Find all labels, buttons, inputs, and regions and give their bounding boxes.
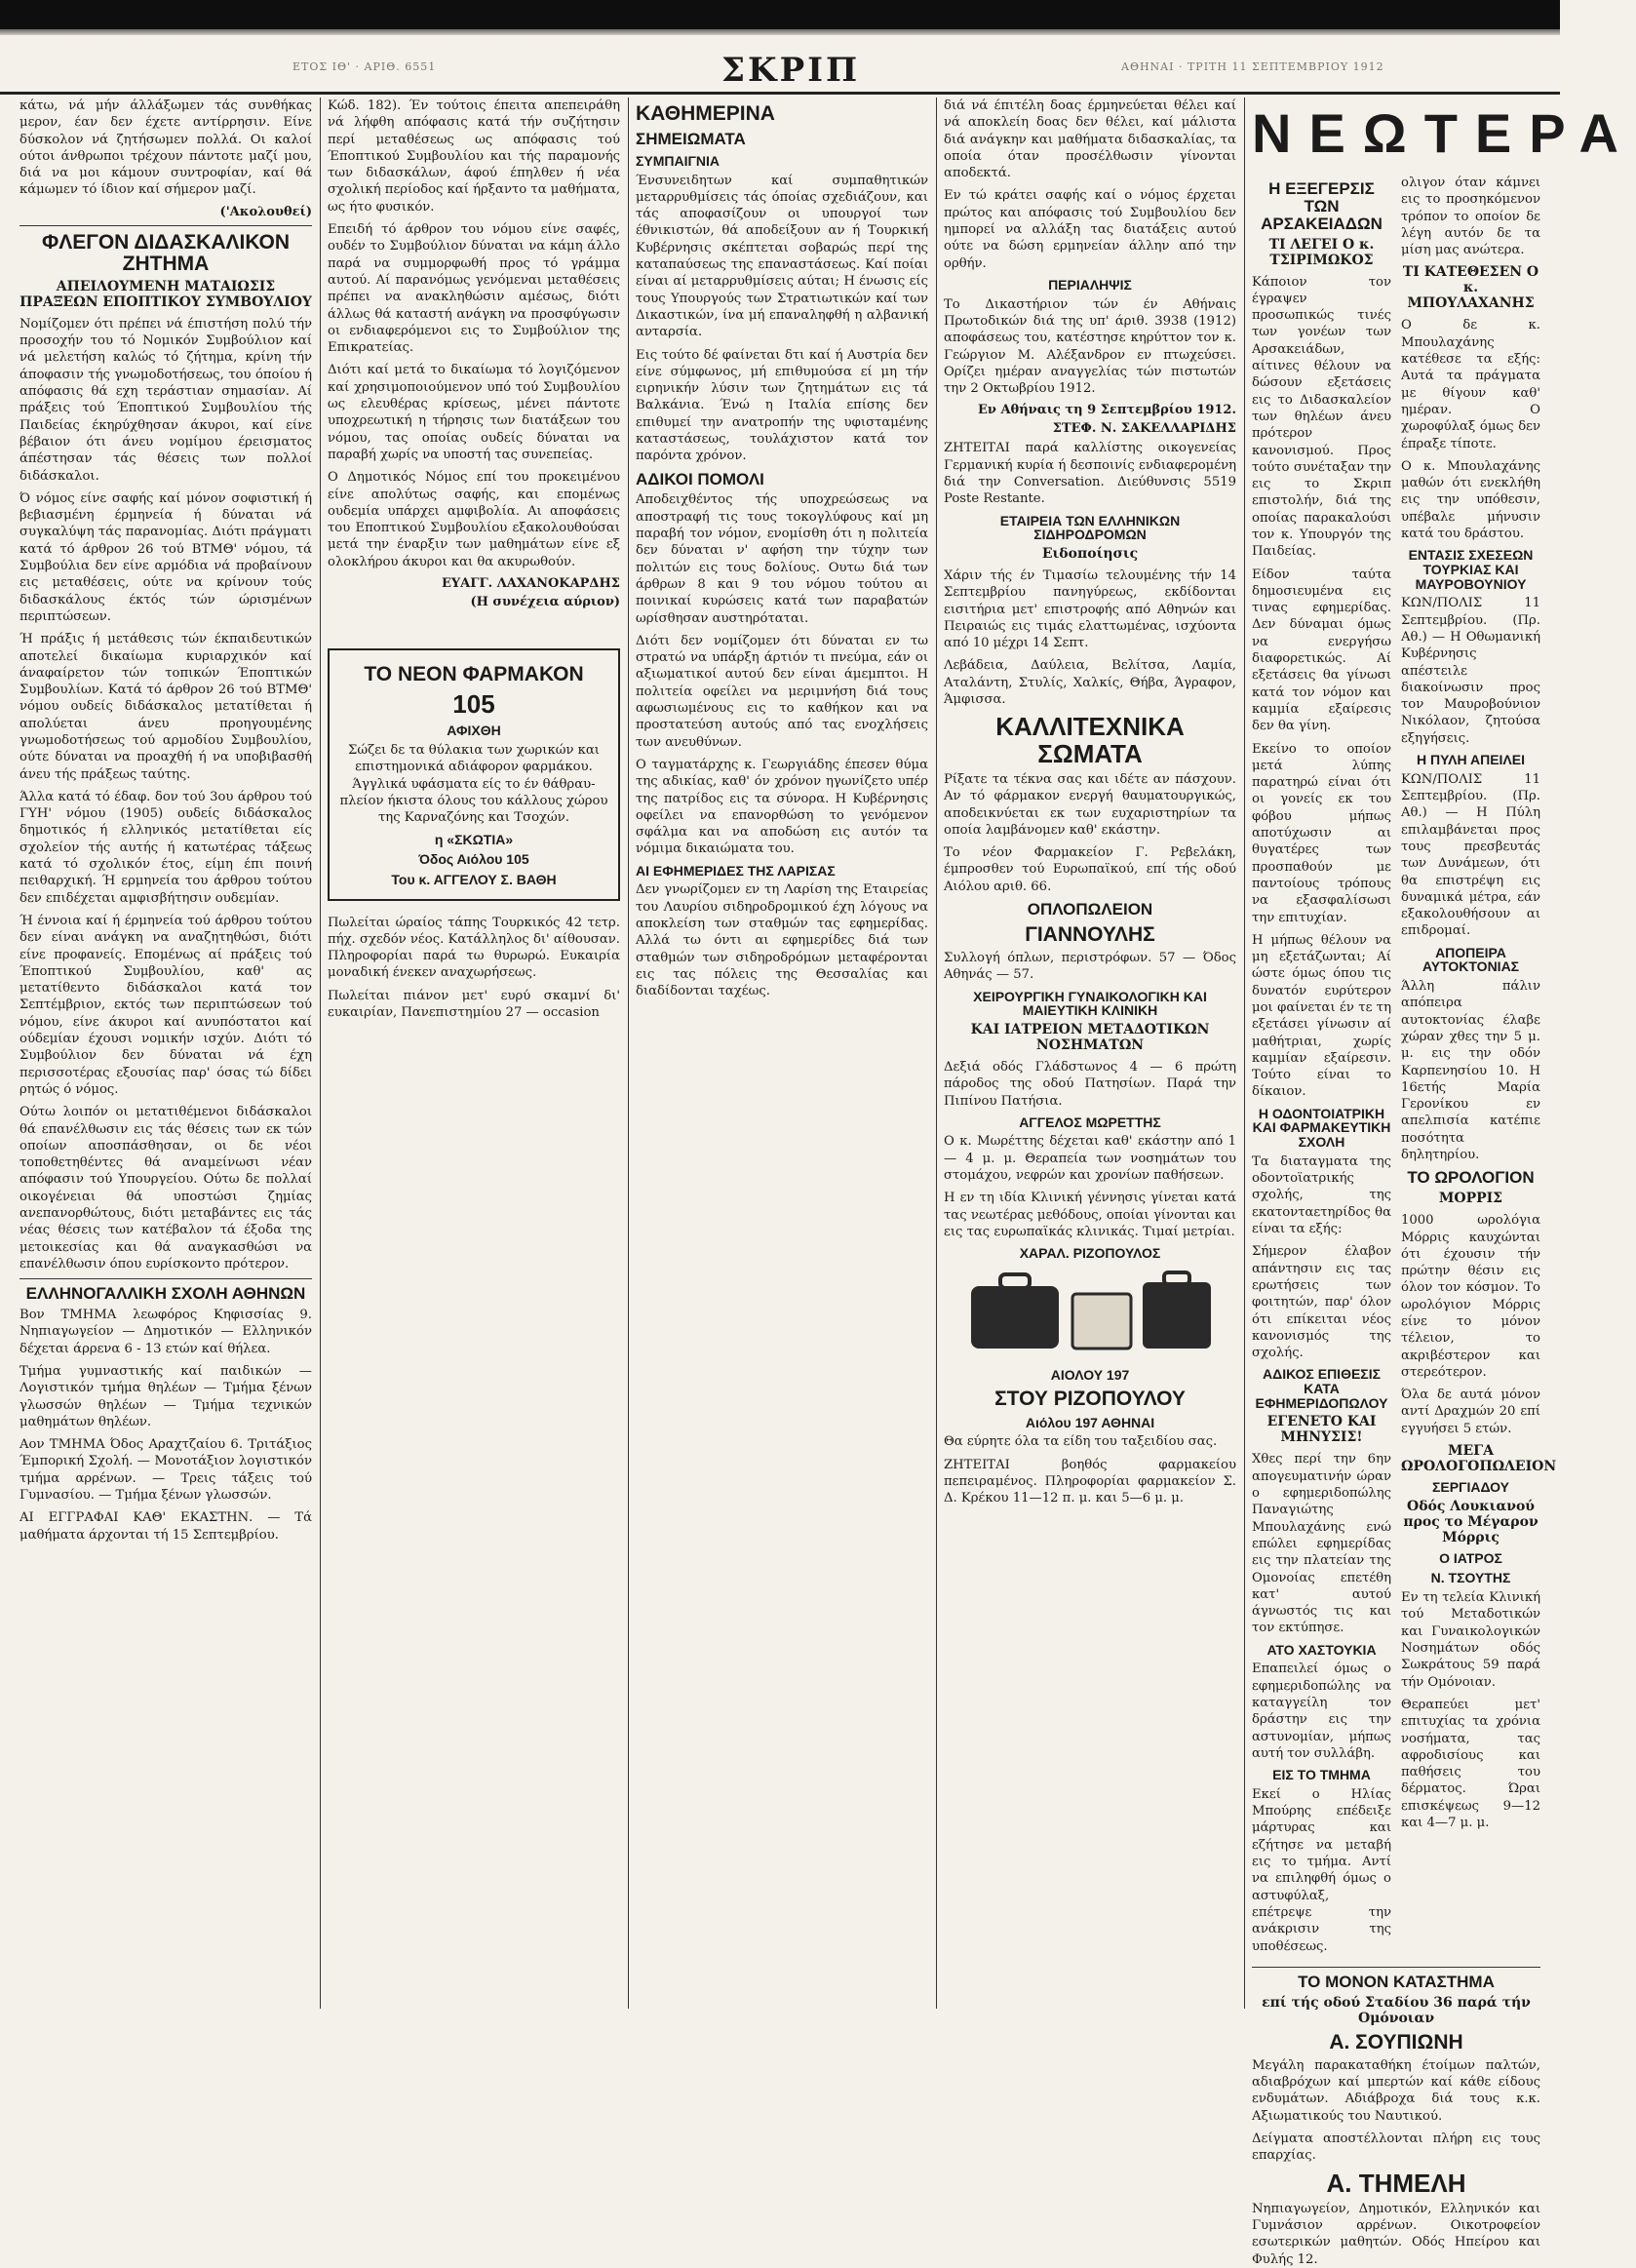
article-headline: ΑΤΟ ΧΑΣΤΟΥΚΙΑ <box>1266 1641 1377 1658</box>
trunk-shop-ad <box>944 1246 1236 1450</box>
column-5 <box>1252 98 1636 2267</box>
watch-shop-address: Οδός Λουκιανού προς το Μέγαρον Μόρρις <box>1403 1498 1539 1545</box>
school-ad-text: Βον ΤΜΗΜΑ λεωφόρος Κηφισσίας 9. Νηπιαγωγείον — Δημοτικόν — Ελληνικόν δέχεται άρρενα 6 - 13 ετών καί θήλεα. <box>19 1308 312 1356</box>
news-subcolumn-right <box>1401 175 1557 1961</box>
classified-ad: Πωλείται ώραίος τάπης Τουρκικός 42 τετρ. πήχ. σχεδόν νέος. Κατάλληλος δι' αίθουσαν. Πληροφορίαι παρά τω θυρωρώ. Ευκαιρία μοναδική ένεκεν αναχωρήσεως. <box>328 915 620 981</box>
column-rule <box>320 98 321 2009</box>
article-paragraph: Νομίζομεν ότι πρέπει νά έπιστήση πολύ τήν προσοχήν του τό Νομικόν Συμβούλιον καί νά μελετήση καλώς τό ζήτημα, κρίνη τήν άποφασιν τής γνωμοδοτήσεως, του όποίου ή απόφασις θά εχη τεράστιαν σημασίαν. Αί πράξεις τού Έποπτικού Συμβουλίου τής Παιδείας έκηρύχθησαν άκυροι, καί είνε βέβαιον ότι άνευ νομίμου έρεισματος άπέστησαν τάς θέσεις των πολλοί διδάσκαλοι. <box>19 316 312 484</box>
article-headline: ΣΥΜΠΑΙΓΝΙΑ <box>636 152 721 169</box>
clinic-text: Δεξιά οδός Γλάδστωνος 4 — 6 πρώτη πάροδος της οδού Πατησίων. Παρά την Πιπίνου Πατήσια. <box>944 1059 1236 1109</box>
article-paragraph: Επειδή τό άρθρον του νόμου είνε σαφές, ουδέν το Συμβούλιον δύναται να κάμη άλλο παρά να συμμορφωθή προς τό γράμμα αυτού. Αί παρανόμως γενόμεναι μεταθέσεις πρέπει να ανακληθώσιν αμέσως, διότι άλλως θά καταστή ανάγκη να προσφύγωσιν οι ενδιαφερόμενοι εις το Συμβούλιον της Επικρατείας. <box>328 222 620 356</box>
article-paragraph: Ούτω λοιπόν οι μετατιθέμενοι διδάσκαλοι θά επανέλθωσιν εις τάς θέσεις των εκ τών οποίων αποσπάσθησαν, οι δε νέοι τοποθετηθέντες θά αναμείνωσι νέαν απόφασιν τού Υπουργείου. Ούτω δε πολλαί οικογένειαι θά υποστώσι ζημίας ανεπανορθώτους, διότι μεταβάντες εις τάς νέας θέσεις των κατέβαλον τά έξοδα της μετοικεσίας και θά αναγκασθώσι να επανέλθωσιν όπου ευρίσκοντο πρότερον. <box>19 1105 312 1271</box>
section-subtitle: ΣΗΜΕΙΩΜΑΤΑ <box>636 130 746 149</box>
notice-signature: ΣΤΕΦ. Ν. ΣΑΚΕΛΛΑΡΙΔΗΣ <box>1052 421 1236 437</box>
store-ad-text: Δείγματα αποστέλλονται πλήρη εις τους επαρχίας. <box>1252 2131 1540 2164</box>
article-subheadline: ΤΙ ΚΑΤΕΘΕΣΕΝ Ο κ. ΜΠΟΥΛΑΧΑΝΗΣ <box>1402 264 1539 312</box>
ad-text: Ρίξατε τα τέκνα σας και ιδέτε αν πάσχουν. Αν τό φάρμακον ενεργή θαυματουργικώς, αποδεικνύεται εκ των ευχαριστηρίων τα οποία λαμβάνομεν καθ' εκάστην. <box>944 771 1236 838</box>
luggage-illustration-icon <box>963 1265 1217 1358</box>
article-paragraph: Ο δε κ. Μπουλαχάνης κατέθεσε τα εξής: Αυτά τα πράγματα με θίγουν καθ' ημέραν. Ο χωροφύλαξ όμως δεν έπραξε τίποτε. <box>1401 318 1540 451</box>
header-right-info: ΑΘΗΝΑΙ · ΤΡΙΤΗ 11 ΣΕΠΤΕΜΒΡΙΟΥ 1912 <box>1121 60 1384 73</box>
article-paragraph: Χθες περί την 6ην απογευματινήν ώραν ο εφημεριδοπώλης Παναγιώτης Μπουλαχάνης ενώ επώλει εφημερίδας εις την πλατείαν της Ομονοίας επετέθη κατ' αυτού άγνωστός τις και τον εκτύπησε. <box>1252 1452 1391 1636</box>
top-grey-strip <box>0 29 1560 35</box>
railway-notice-stations: Λεβάδεια, Δαύλεια, Βελίτσα, Λαμία, Αταλάντη, Στυλίς, Χαλκίς, Θήβα, Άγραφον, Άμφισσα. <box>944 658 1236 708</box>
clinic-text: Η εν τη ιδία Κλινική γέννησις γίνεται κατά τας νεωτέρας μεθόδους, οποίαι γίνονται και εις τας ευρωπαϊκάς κλινικάς. Τιμαί μετρίαι. <box>944 1191 1236 1239</box>
railway-notice-text: Χάριν τής έν Τιμασίω τελουμένης τήν 14 Σεπτεμβρίου πανηγύρεως, εκδίδονται εισιτήρια μετ' επιστροφής από Αθηνών και Πειραιώς εις τιμάς ελαττωμένας, ισχύοντα από 10 μέχρι 14 Σεπτ. <box>944 568 1236 651</box>
article-paragraph: Ή έννοια καί ή έρμηνεία τού άρθρου τούτου δεν είναι ανάγκη να αναζητηθώσι, διότι είνε προφανείς. Επομένως αί πράξεις τού Έποπτικού Συμβουλίου, καθ' ας μετατίθεντο διδάσκαλοι κατά τον Σεπτέμβριον, εκτός των περιπτώσεων τού νόμου, είνε άκυροι καί ανυπόστατοι καί ούδεμίαν έχουσι νομικήν ισχύν. Διότι τό Συμβούλιον δεν δύναται νά έχη περισσοτέρας εξουσίας παρ' όσας τώ δίδει ρητώς ό νόμος. <box>19 913 312 1097</box>
article-paragraph: Άλλα κατά τό έδαφ. δον τού 3ου άρθρου τού ΓΥΗ' νόμου (1905) ουδείς διδάσκαλος δημοτικός ή ελληνικός μετατίθεται είς σχολείον τής αυτής ή κατωτέρας τάξεως κατά τό σχολικόν έτος, είμη έπι ποινή πειθαρχική. Ή ερμηνεία του άρθρου τούτου δεν επιδέχεται αμφισβήτησιν ουδεμίαν. <box>19 789 312 906</box>
doctor-text: Ο κ. Μωρέττης δέχεται καθ' εκάστην από 1 — 4 μ. μ. Θεραπεία των νοσημάτων του στομάχου, νεφρών και χρονίων παθήσεων. <box>944 1134 1236 1184</box>
school-ad-title: ΕΛΛΗΝΟΓΑΛΛΙΚΗ ΣΧΟΛΗ ΑΘΗΝΩΝ <box>25 1284 306 1304</box>
divider <box>19 1278 312 1279</box>
article-paragraph: Διότι δεν νομίζομεν ότι δύναται εν τω στρατώ να υπάρξη άρτιόν τι πνεύμα, εάν οι αξιωματικοί αυτού δεν είναι άμεμπτοι. Η πολιτεία οφείλει να μεριμνήση διά τους αφωσιωμένους εις το καθήκον και να προστατεύση αυτούς από τας ενοχλήσεις των ανευθύνων. <box>636 633 928 750</box>
article-paragraph: Τα διαταγματα της οδοντοϊατρικής σχολής, της εκατονταετηρίδος θα είναι τα εξής: <box>1252 1154 1391 1237</box>
top-black-band <box>0 0 1560 29</box>
classified-ad: ΖΗΤΕΙΤΑΙ παρά καλλίστης οικογενείας Γερμανική κυρία ή δεσποινίς ενδιαφερομένη διά την Conversation. Διεύθυνσις 5519 Poste Restante. <box>944 441 1236 507</box>
watch-ad-text: Όλα δε αυτά μόνον αντί Δραχμών 20 επί εγγυήσει 5 ετών. <box>1401 1388 1540 1436</box>
trunk-shop-name: ΣΤΟΥ ΡΙΖΟΠΟΥΛΟΥ <box>994 1387 1186 1410</box>
shop-address: Όδος Αιόλου 105 <box>418 851 529 868</box>
pharmacy-ad <box>328 648 620 901</box>
article-paragraph: διά νά έπιτέλη δοας έρμηνεύεται θέλει καί νά αποκλείη δοας δεν θέλει, καί μάλιστα διά ανάγκην και μαθήματα διδασκαλίας, τα οποία όταν προσέλθωσιν γίνονται αποδεκτά. <box>944 98 1236 181</box>
article-paragraph: Σήμερον έλαβον απάντησιν εις τας ερωτήσεις των φοιτητών, παρ' όλον ότι επίκειται νέος κανονισμός της σχολής. <box>1252 1244 1391 1361</box>
pharmacy-ad-subtitle: ΑΦΙΧΘΗ <box>447 723 501 739</box>
article-paragraph: Εν τώ κράτει σαφής καί ο νόμος έρχεται πρώτος και απόφασις τού Συμβουλίου δεν ημπορεί να αλλάξη τας διατάξεις αυτού ούτε να δώση ερμηνείαν άλλην από την ορθήν. <box>944 188 1236 271</box>
school-ad-text: Τμήμα γυμναστικής καί παιδικών — Λογιστικόν τμήμα θηλέων — Τμήμα ξένων γλωσσών θηλέων — Τμήμα τεχνικών μαθημάτων θηλέων. <box>19 1363 312 1429</box>
serial-signoff: ('Ακολουθεί) <box>219 204 312 219</box>
gunshop-name: ΓΙΑΝΝΟΥΛΗΣ <box>1025 922 1155 946</box>
continuation-note: (Η συνέχεια αύριον) <box>470 595 620 610</box>
article-paragraph: Κάποιον τον έγραψεν προσωπικώς τινές των γονέων των Αρσακειάδων, αίτινες θέλουν να δώσουν εξετάσεις εις το Διδασκαλείον των θηλέων άνευ πρότερον κανονισμού. Προς τούτο συνέταξαν την εις το Σκριπ επιστολήν, διά της οποίας παρακαλούσι τον κ. Υπουργόν της Παιδείας. <box>1252 274 1391 560</box>
header-left-info: ΕΤΟΣ ΙΘ' · ΑΡΙΘ. 6551 <box>292 60 437 73</box>
doctor-ad-title: Ο ΙΑΤΡΟΣ <box>1439 1549 1502 1566</box>
serial-continuation: κάτω, νά μήν άλλάξωμεν τάς συνθήκας μερον, έαν δεν έχετε αντίρρησιν. Είνε δύσκολον νά ζητήσωμεν πολλά. Οι καλοί ούτοι άνθρωποι τρέχουν πάντοτε μαζί μου, διά να μοι κάμουν συντροφίαν, καί θά κάμωμεν τό ίδιον καί σήμερον μαζί. <box>19 98 312 198</box>
article-headline: ΦΛΕΓΟΝ ΔΙΔΑΣΚΑΛΙΚΟΝ ΖΗΤΗΜΑ <box>41 230 291 275</box>
column-4 <box>944 98 1236 2009</box>
article-paragraph: Κώδ. 182). Έν τούτοις έπειτα απεπειράθη νά λήφθη απόφασις κατά τήν συζήτησιν περί μεταθέσεως ως απόφασις τού Έποπτικού Συμβουλίου και τής παραμονής των διδασκάλων, άφού έπηλθεν ή νέα σχολική περίοδος καί ήρξαντο τα μαθήματα, ως ήτο φυσικόν. <box>328 98 620 215</box>
pharmacy-ad-number: 105 <box>452 689 495 720</box>
article-headline: ΑΔΙΚΟΙ ΠΟΜΟΛΙ <box>636 469 764 489</box>
article-paragraph: Εκεί ο Ηλίας Μπούρης επέδειξε μάρτυρας και εζήτησε να μεταβή εις το τμήμα. Αντί να επιληφθή όμως ο αστυφύλαξ, επέτρεψε την ανάκρισιν της υποθέσεως. <box>1252 1786 1391 1954</box>
shop-owner: Του κ. ΑΓΓΕΛΟΥ Σ. ΒΑΘΗ <box>391 871 557 887</box>
author-signature: ΕΥΑΓΓ. ΛΑΧΑΝΟΚΑΡΔΗΣ <box>441 576 620 592</box>
school-ad-name: Α. ΤΗΜΕΛΗ <box>1326 2168 1466 2198</box>
article-headline: Η ΟΔΟΝΤΟΙΑΤΡΙΚΗ ΚΑΙ ΦΑΡΜΑΚΕΥΤΙΚΗ ΣΧΟΛΗ <box>1252 1105 1391 1151</box>
article-subheadline: ΕΓΕΝΕΤΟ ΚΑΙ ΜΗΝΥΣΙΣ! <box>1266 1414 1377 1446</box>
article-paragraph: Ο κ. Μπουλαχάνης μαθών ότι ενεκλήθη εις την υπόθεσιν, υπέβαλε μήνυσιν κατά του δράστου. <box>1401 458 1540 542</box>
classified-ad: Πωλείται πιάνον μετ' ευρύ σκαμνί δι' ευκαιρίαν, Πανεπιστημίου 27 — occasion <box>328 988 620 1021</box>
railway-notice-subtitle: Ειδοποίησις <box>1041 546 1139 562</box>
column-3 <box>636 98 928 2009</box>
masthead-title: ΣΚΡΙΠ <box>721 51 861 90</box>
notice-text: Το Δικαστήριον τών έν Αθήναις Πρωτοδικών διά της υπ' άριθ. 3938 (1912) αποφάσεως του, κατέστησε κηρύττον τον κ. Γεώργιον Μ. Αλέξανδρον εν πτωχεύσει. Ορίζει ημέραν αναγγελίας τών πιστωτών την 2 Οκτωβρίου 1912. <box>944 296 1236 397</box>
column-rule <box>936 98 937 2009</box>
shop-name: η «ΣΚΩΤΙΑ» <box>434 831 514 847</box>
watch-ad-text: 1000 ωρολόγια Μόρρις καυχώνται ότι έχουσιν τήν πρώτην θέσιν εις όλον τον κόσμον. Το ωρολόγιον Μόρρις είνε το μόνον τέλειον, το ακριβέστερον και στερεότερον. <box>1401 1213 1540 1380</box>
article-paragraph: Ο ταγματάρχης κ. Γεωργιάδης έπεσεν θύμα της αδικίας, καθ' όν χρόνον ηγωνίζετο υπέρ της πατρίδος εις τα σύνορα. Η Κυβέρνησις οφείλει να επανορθώση το γενόμενον σφάλμα και να αποδώση εις αυτόν τα νόμιμα δικαιώματα του. <box>636 757 928 857</box>
article-headline: ΑΙ ΕΦΗΜΕΡΙΔΕΣ ΤΗΣ ΛΑΡΙΣΑΣ <box>636 862 836 879</box>
article-paragraph: Επαπειλεί όμως ο εφημεριδοπώλης να καταγγείλη τον δράστην εις την αστυνομίαν, μήπως αυτή τον συλλάβη. <box>1252 1662 1391 1761</box>
pharmacy-ad-text: Σώζει δε τα θύλακια των χωρικών και επιστημονικά αδιάφορον φαρμάκου. Άγγλικά υφάσματα είς το έν θάθραυ- πλείον ήκιστα όλους του κάλλους χώρου της Καρναζόνης και Τσοχών. <box>339 743 608 826</box>
article-headline: ΑΔΙΚΟΣ ΕΠΙΘΕΣΙΣ ΚΑΤΑ ΕΦΗΜΕΡΙΔΟΠΩΛΟΥ <box>1255 1366 1388 1411</box>
store-ad-subtitle: επί τής οδού Σταδίου 36 παρά τήν Ομόνοιαν <box>1262 1994 1531 2026</box>
store-ad-title: ΤΟ ΜΟΝΟΝ ΚΑΤΑΣΤΗΜΑ <box>1298 1972 1495 1991</box>
news-section-title: ΝΕΩΤΕΡΑ <box>1252 102 1636 164</box>
article-headline: ΕΝΤΑΣΙΣ ΣΧΕΣΕΩΝ ΤΟΥΡΚΙΑΣ ΚΑΙ ΜΑΥΡΟΒΟΥΝΙΟΥ <box>1408 547 1534 592</box>
trunk-shop-text: Θα εύρητε όλα τα είδη του ταξειδίου σας. <box>944 1434 1218 1450</box>
article-paragraph: Ή πράξις ή μετάθεσις τών έκπαιδευτικών αποτελεί δικαίωμα κυριαρχικόν καί άναφαίρετον τών τοπικών Έποπτικών Συμβουλίων. Κατά τό άρθρον 26 τού ΒΤΜΘ' νόμου ουδείς διδάσκαλος μετατίθεται ή απολύεται άνευ προηγουμένης γνωμοδοτήσεως τού αρμοδίου Συμβουλίου, ούτε δύναται να προαχθή ή να υποβιβασθή άνευ τής πράξεως ταύτης. <box>19 632 312 782</box>
article-subheadline: ΤΙ ΛΕΓΕΙ Ο κ. ΤΣΙΡΙΜΩΚΟΣ <box>1268 236 1375 268</box>
doctor-ad-text: Εν τη τελεία Κλινική τού Μεταδοτικών και Γυναικολογικών Νοσημάτων οδός Σωκράτους 59 παρά τήν Ομόνοιαν. <box>1401 1590 1540 1690</box>
article-headline: Η ΠΥΛΗ ΑΠΕΙΛΕΙ <box>1416 752 1525 768</box>
masthead-rule <box>0 92 1560 95</box>
trunk-brand-address: ΑΙΟΛΟΥ 197 <box>1050 1366 1130 1383</box>
article-paragraph: Δεν γνωρίζομεν εν τη Λαρίση της Εταιρείας του Λαυρίου σιδηροδρομικού έχη λόγους να αποκλείση των σταθμών τας εφημερίδας. Αλλά τω όντι αι εφημερίδες διά των σταθμών των σιδηροδρόμων μεταφέρονται εις τας πόλεις της Θεσσαλίας και διαδίδονται ταχέως. <box>636 882 928 999</box>
news-subcolumn-left <box>1252 175 1391 1961</box>
article-paragraph: Εκείνο το οποίον μετά λύπης παρατηρώ είναι ότι οι γονείς εκ του φόβου μήπως αποτύχωσιν αι θυγατέρες των προσπαθούν με παντοίους τρόπους να εξασφαλίσωσι την επιτυχίαν. <box>1252 741 1391 925</box>
column-2 <box>328 98 620 2009</box>
notice-headline: ΠΕΡΙΑΛΗΨΙΣ <box>1048 276 1132 293</box>
clinic-subtitle: ΚΑΙ ΙΑΤΡΕΙΟΝ ΜΕΤΑΔΟΤΙΚΩΝ ΝΟΣΗΜΑΤΩΝ <box>970 1021 1210 1053</box>
article-paragraph: Ό νόμος είνε σαφής καί μόνον σοφιστική ή βεβιασμένη έρμηνεία ή δύναται νά συγκαλύψη τάς παρανομίας. Διότι πράγματι κατά τό άρθρον 26 τού ΒΤΜΘ' νόμου, τά Συμβούλια δεν είνε αρμόδια νά προβαίνουν εις μεταθέσεις, ούτε να κρίνουν τούς διδασκάλους έκτός τών ώρισμένων περιπτώσεων. <box>19 490 312 624</box>
article-headline: ΑΠΟΠΕΙΡΑ ΑΥΤΟΚΤΟΝΙΑΣ <box>1422 944 1520 975</box>
watch-ad-title: ΤΟ ΩΡΟΛΟΓΙΟΝ <box>1407 1168 1535 1188</box>
section-title: ΚΑΘΗΜΕΡΙΝΑ <box>636 102 775 125</box>
trunk-brand: ΧΑΡΑΛ. ΡΙΖΟΠΟΥΛΟΣ <box>1019 1245 1161 1262</box>
big-ad-title: ΚΑΛΛΙΤΕΧΝΙΚΑ ΣΩΜΑΤΑ <box>995 712 1185 768</box>
divider <box>19 225 312 226</box>
store-ad-name: Α. ΣΟΥΠΙΩΝΗ <box>1329 2030 1463 2053</box>
divider <box>1252 1967 1540 1968</box>
article-paragraph: Διότι καί μετά το δικαίωμα τό λογιζόμενον καί χρησιμοποιούμενον υπό τού Συμβουλίου ως ελευθέρας κρίσεως, μένει πάντοτε υποχρεωτική η τήρησις των διατάξεων του νόμου, τας οποίας ουδείς δύναται να παραβή χωρίς να υποστή τας συνεπείας. <box>328 363 620 462</box>
clinic-title: ΧΕΙΡΟΥΡΓΙΚΗ ΓΥΝΑΙΚΟΛΟΓΙΚΗ ΚΑΙ ΜΑΙΕΥΤΙΚΗ ΚΛΙΝΙΚΗ <box>973 988 1207 1019</box>
article-paragraph: Εις τούτο δέ φαίνεται δτι καί ή Αυστρία δεν είνε σύμφωνος, μή επιθυμούσα εί μη τήν ειρηνικήν λύσιν των ζητημάτων εις τά Βαλκάνια. Ένώ η Ιταλία επίσης δεν επιθυμεί την ανατροπήν της υφισταμένης καταστάσεως, τουλάχιστον κατά τον παρόντα χρόνον. <box>636 347 928 464</box>
article-paragraph: Η μήπως θέλουν να μη εξετάζωνται; Αί ώστε όμως όπου τις δυνατόν ευρύτερον μοι φαίνεται έν τε τη εξετάσει γίνωσιν αί μαθήτριαι, χωρίς καμμίαν εξαίρεσιν. Τούτο είναι το δίκαιον. <box>1252 932 1391 1100</box>
column-rule <box>628 98 629 2009</box>
article-paragraph: Ο Δημοτικός Νόμος επί του προκειμένου είνε απολύτως σαφής, και επομένως ουδεμία υπάρχει αμφιβολία. Αι αποφάσεις του Εποπτικού Συμβουλίου εξακολουθούσαι μετά την έναρξιν των μαθημάτων είνε εξ ολοκλήρου άκυροι και θα ακυρωθούν. <box>328 470 620 569</box>
classified-ad: ΖΗΤΕΙΤΑΙ βοηθός φαρμακείου πεπειραμένος. Πληροφορίαι φαρμακείον Σ. Δ. Κρέκου 11—12 π. μ. και 5—6 μ. μ. <box>944 1457 1236 1506</box>
store-ad-text: Μεγάλη παρακαταθήκη έτοίμων παλτών, αδιαβρόχων καί μπερτών καί κάθε είδους ενδυμάτων. Αδιάβροχα διά τους κ.κ. Αξιωματικούς του Ναυτικού. <box>1252 2057 1540 2124</box>
article-paragraph: ΚΩΝ/ΠΟΛΙΣ 11 Σεπτεμβρίου. (Πρ. Αθ.) — Η Πύλη επιλαμβάνεται προς τους πρεσβευτάς των Δυνάμεων, ότι θα επιστρέψη εις δυναμικά μέτρα, εάν εξακολουθήσουν αι επιδρομαί. <box>1401 771 1540 939</box>
article-paragraph: Αποδειχθέντος τής υποχρεώσεως να αποστραφή τις τους τοκογλύφους καί μη παραβή τον νόμον, ενομίσθη ότι η πολιτεία δεν δύναται ν' αφήση την τύχην των πολιτών εις τους δολίους. Ουτω διά των άρθρων 8 και 9 του νόμου τούτου αι ποινικαί κυρώσεις κατά των παραβατών ωρίσθησαν αυστηρόταται. <box>636 492 928 626</box>
doctor-ad-name: Ν. ΤΣΟΥΤΗΣ <box>1430 1570 1511 1586</box>
column-rule <box>1244 98 1245 2009</box>
column-1 <box>19 98 312 2009</box>
trunk-shop-address: Αιόλου 197 ΑΘΗΝΑΙ <box>1025 1414 1155 1430</box>
article-paragraph: Άλλη πάλιν απόπειρα αυτοκτονίας έλαβε χώραν χθες την 5 μ. μ. εις την οδόν Καρπενησίου 10. Η 16ετής Μαρία Γερονίκου εν απελπισία κατέπιε ποσότητα δηλητηρίου. <box>1401 979 1540 1163</box>
article-paragraph: Ένσυνειδητων καί συμπαθητικών μεταρρυθμίσεις τάς όποίας σχεδιάζουν, και τάς αποφασίζουν οι υπουργοί των έθνικιστών, θά αποδείξουν αν ή Τουρκική Κυβέρνησις σκέπτεται σοβαρώς περί της καταπαύσεως της επαναστάσεως. Καί ποίαι είναι αί μεταρρυθμίσεις αύται; Η ένωσις είς τους Υπουργούς των Στρατιωτικών καί των Δικαστικών, ίνα μή επαναληφθή η αλβανική ανταρσία. <box>636 173 928 340</box>
article-paragraph: ολιγον όταν κάμνει εις το προσηκόμενον τρόπον το οποίον δε λέγη αυτόν δε τα μίση μας ανώτερα. <box>1401 176 1540 258</box>
watch-ad-brand: ΜΟΡΡΙΣ <box>1438 1191 1503 1207</box>
article-paragraph: ΚΩΝ/ΠΟΛΙΣ 11 Σεπτεμβρίου. (Πρ. Αθ.) — Η Οθωμανική Κυβέρνησις απέστειλε διακοίνωσιν προς τον Μαυροβούνιον Νικόλαον, ζητούσα εξηγήσεις. <box>1401 596 1540 746</box>
doctor-name: ΑΓΓΕΛΟΣ ΜΩΡΕΤΤΗΣ <box>1019 1114 1161 1130</box>
gunshop-title: ΟΠΛΟΠΩΛΕΙΟΝ <box>1027 900 1153 919</box>
article-headline: Η ΕΞΕΓΕΡΣΙΣ ΤΩΝ ΑΡΣΑΚΕΙΑΔΩΝ <box>1261 179 1383 233</box>
article-subheadline: ΑΠΕΙΛΟΥΜΕΝΗ ΜΑΤΑΙΩΣΙΣ ΠΡΑΞΕΩΝ ΕΠΟΠΤΙΚΟΥ ΣΥΜΒΟΥΛΙΟΥ <box>19 278 312 310</box>
article-paragraph: Είδον ταύτα δημοσιευμένα εις τινας εφημερίδας. Δεν δύναμαι όμως να ενεργήσω διαφορετικώς. Αί εξετάσεις θα γίνωσι κατά τον νόμον και καμμία εξαίρεσις δεν θα γίνη. <box>1252 567 1391 734</box>
school-ad-text: Νηπιαγωγείον, Δημοτικόν, Ελληνικόν και Γυμνάσιον αρρένων. Οικοτροφείον εσωτερικών μαθητών. Οδός Ηπείρου και Φυλής 12. <box>1252 2201 1540 2267</box>
watch-shop-title: ΜΕΓΑ ΩΡΟΛΟΓΟΠΩΛΕΙΟΝ <box>1401 1443 1557 1475</box>
school-ad-text: Αον ΤΜΗΜΑ Όδος Αραχτζαίου 6. Τριτάξιος Έμπορική Σχολή. — Μονοτάξιον λογιστικόν τμήμα αρρένων. — Τρεις τάξεις τού Γυμνασίου. — Τμήμα ξένων γλωσσών. <box>19 1437 312 1504</box>
watch-shop-name: ΣΕΡΓΙΑΔΟΥ <box>1431 1479 1510 1496</box>
doctor-ad-text: Θεραπεύει μετ' επιτυχίας τα χρόνια νοσήματα, τας αφροδισίους και παθήσεις του δέρματος. Ώραι επισκέψεως 9—12 και 4—7 μ. μ. <box>1401 1697 1540 1830</box>
notice-date: Εν Αθήναις τη 9 Σεπτεμβρίου 1912. <box>978 403 1236 418</box>
railway-notice-title: ΕΤΑΙΡΕΙΑ ΤΩΝ ΕΛΛΗΝΙΚΩΝ ΣΙΔΗΡΟΔΡΟΜΩΝ <box>999 512 1181 543</box>
article-headline: ΕΙΣ ΤΟ ΤΜΗΜΑ <box>1272 1767 1371 1783</box>
gunshop-text: Συλλογή όπλων, περιστρόφων. 57 — Όδος Αθηνάς — 57. <box>944 950 1236 983</box>
school-ad-text: ΑΙ ΕΓΓΡΑΦΑΙ ΚΑΘ' ΕΚΑΣΤΗΝ. — Τά μαθήματα άρχονται τή 15 Σεπτεμβρίου. <box>19 1510 312 1543</box>
ad-text: Το νέον Φαρμακείον Γ. Ρεβελάκη, έμπροσθεν τού Ευρωπαϊκού, επί τής οδού Αιόλου αριθ. 66. <box>944 845 1236 894</box>
pharmacy-ad-title: ΤΟ ΝΕΟΝ ΦΑΡΜΑΚΟΝ <box>364 663 584 686</box>
